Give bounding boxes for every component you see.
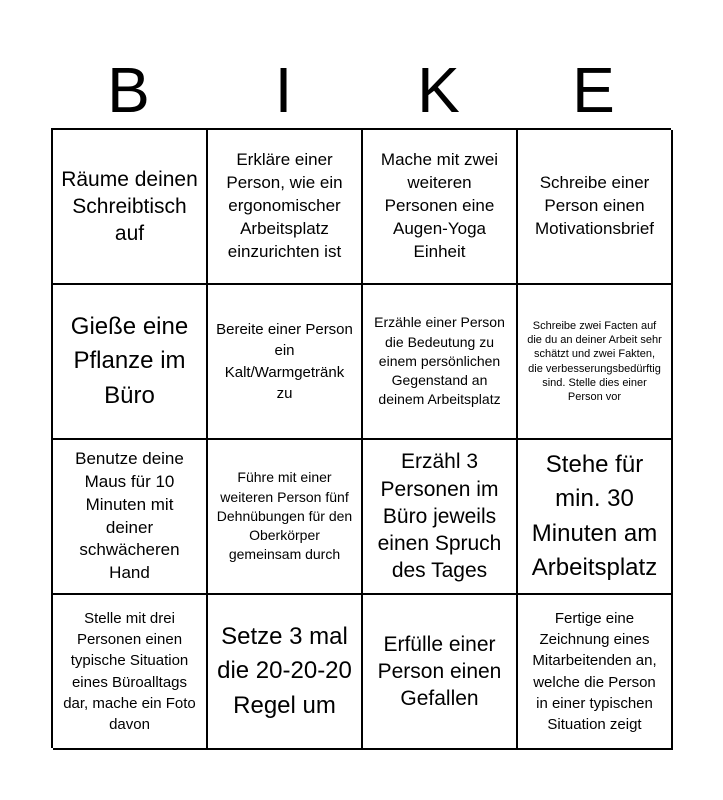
bingo-header — [51, 52, 671, 128]
bingo-cell[interactable]: Räume deinen Schreibtisch auf — [53, 130, 208, 285]
bingo-cell[interactable]: Stelle mit drei Personen einen typische Situation eines Büroalltags dar, mache ein Foto davon — [53, 595, 208, 750]
bingo-cell[interactable]: Bereite einer Person ein Kalt/Warmgetränk zu — [208, 285, 363, 440]
header-letter-e: E — [572, 54, 615, 126]
bingo-cell[interactable]: Stehe für min. 30 Minuten am Arbeitsplatz — [518, 440, 673, 595]
header-letter-b: B — [107, 54, 150, 126]
header-letter-k: K — [417, 54, 460, 126]
bingo-cell[interactable]: Erzähl 3 Personen im Büro jeweils einen Spruch des Tages — [363, 440, 518, 595]
bingo-grid — [51, 128, 671, 748]
bingo-cell[interactable]: Erkläre einer Person, wie ein ergonomischer Arbeitsplatz einzurichten ist — [208, 130, 363, 285]
bingo-cell[interactable]: Setze 3 mal die 20-20-20 Regel um — [208, 595, 363, 750]
bingo-cell[interactable]: Schreibe zwei Facten auf die du an deiner Arbeit sehr schätzt und zwei Fakten, die verbesserungsbedürftig sind. Stelle dies einer Person vor — [518, 285, 673, 440]
bingo-cell[interactable]: Schreibe einer Person einen Motivationsbrief — [518, 130, 673, 285]
bingo-cell[interactable]: Benutze deine Maus für 10 Minuten mit deiner schwächeren Hand — [53, 440, 208, 595]
bingo-cell[interactable]: Gieße eine Pflanze im Büro — [53, 285, 208, 440]
bingo-cell[interactable]: Führe mit einer weiteren Person fünf Dehnübungen für den Oberkörper gemeinsam durch — [208, 440, 363, 595]
bingo-cell[interactable]: Mache mit zwei weiteren Personen eine Augen-Yoga Einheit — [363, 130, 518, 285]
bingo-cell[interactable]: Fertige eine Zeichnung eines Mitarbeitenden an, welche die Person in einer typischen Situation zeigt — [518, 595, 673, 750]
header-letter-i: I — [274, 54, 293, 126]
bingo-cell[interactable]: Erfülle einer Person einen Gefallen — [363, 595, 518, 750]
bingo-cell[interactable]: Erzähle einer Person die Bedeutung zu einem persönlichen Gegenstand an deinem Arbeitsplatz — [363, 285, 518, 440]
